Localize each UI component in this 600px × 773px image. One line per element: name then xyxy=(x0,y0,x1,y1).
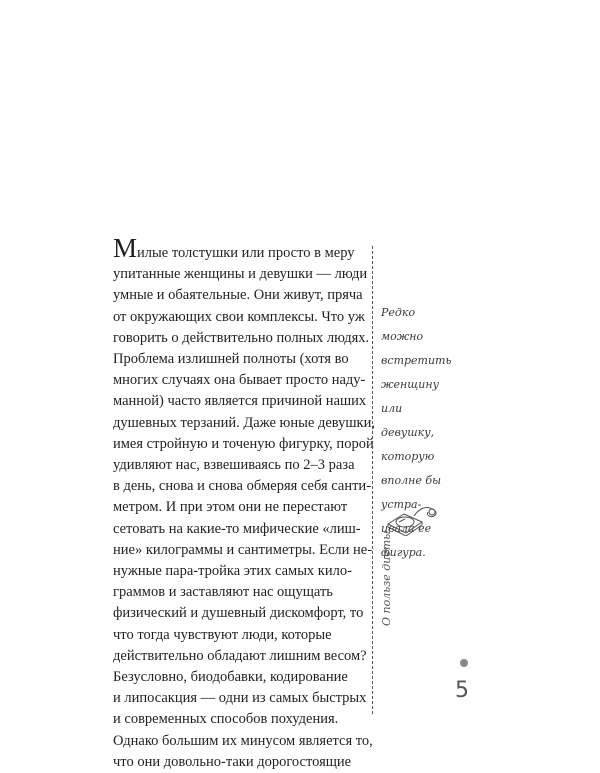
margin-note-line: женщину xyxy=(381,378,439,391)
running-section-title: О пользе диеты xyxy=(380,530,393,626)
margin-note-line: которую xyxy=(381,450,435,463)
margin-note-line: ивала ее xyxy=(381,522,432,535)
body-line: и современных способов похудения. xyxy=(113,711,339,728)
body-line: упитанные женщины и девушки — люди xyxy=(113,266,368,283)
margin-note-line: девушку, xyxy=(381,426,435,439)
body-line: нужные пара-тройка этих самых кило- xyxy=(113,563,352,580)
margin-note-line: вполне бы xyxy=(381,474,442,487)
body-line: манной) часто является причиной наших xyxy=(113,393,367,410)
body-line: умные и обаятельные. Они живут, пряча xyxy=(113,287,363,304)
body-line-first xyxy=(113,233,355,264)
page-number: 5 xyxy=(455,678,469,703)
margin-note-line: или xyxy=(381,402,403,415)
body-line: физический и душевный дискомфорт, то xyxy=(113,605,364,622)
body-line: Проблема излишней полноты (хотя во xyxy=(113,351,349,368)
body-line: говорить о действительно полных людях. xyxy=(113,329,370,346)
body-line: действительно обладают лишним весом? xyxy=(113,647,367,664)
margin-note-line: встретить xyxy=(381,354,452,367)
body-line: что они довольно-таки дорогостоящие xyxy=(113,753,352,770)
margin-note-line: можно xyxy=(381,330,424,343)
body-line: душевных терзаний. Даже юные девушки, xyxy=(113,414,375,431)
body-line: имея стройную и точеную фигурку, порой xyxy=(113,435,374,452)
margin-note-line: Редко xyxy=(381,306,416,319)
body-line: и липосакция — одни из самых быстрых xyxy=(113,690,367,707)
drop-cap: М xyxy=(113,233,138,263)
body-line: в день, снова и снова обмеряя себя санти- xyxy=(113,478,372,495)
body-line: от окружающих свои комплексы. Что уж xyxy=(113,308,365,325)
body-line: что тогда чувствуют люди, которые xyxy=(113,626,332,643)
body-line: сетовать на какие-то мифические «лиш- xyxy=(113,520,361,537)
body-line: удивляют нас, взвешиваясь по 2–3 раза xyxy=(113,457,355,474)
body-line: многих случаях она бывает просто наду- xyxy=(113,372,366,389)
first-line-rest: илые толстушки или просто в меру xyxy=(137,245,355,261)
margin-note-line: устра- xyxy=(381,498,422,511)
body-line: Безусловно, биодобавки, кодирование xyxy=(113,669,348,686)
body-line: ние» килограммы и сантиметры. Если не- xyxy=(113,541,373,558)
body-line: Однако большим их минусом является то, xyxy=(113,732,373,749)
body-line: метром. И при этом они не перестают xyxy=(113,499,348,516)
body-text xyxy=(113,233,375,773)
margin-note-line: фигура. xyxy=(381,546,426,559)
bullet-dot xyxy=(460,659,468,667)
margin-divider xyxy=(372,246,373,714)
body-line: граммов и заставляют нас ощущать xyxy=(113,584,333,601)
